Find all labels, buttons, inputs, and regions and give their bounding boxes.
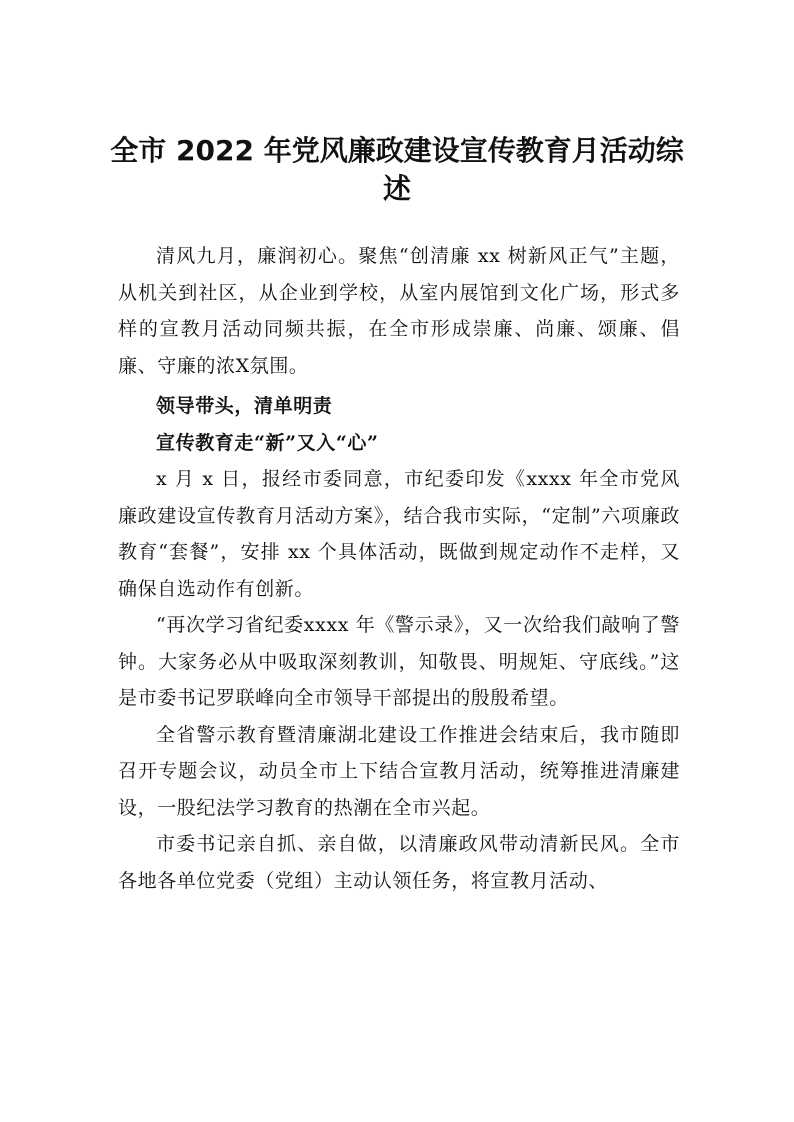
sub-heading: 宣传教育走“新”又入“心” — [156, 431, 379, 454]
paragraph-plan: x 月 x 日，报经市委同意，市纪委印发《xxxx 年全市党风廉政建设宣传教育月活动方案》，结合我市实际，“定制”六项廉政教育“套餐”，安排 xx 个具体活动，既做到规定动作不走样，又确保自选动作有创新。 — [118, 468, 680, 600]
paragraph-intro: 清风九月，廉润初心。聚焦“创清廉 xx 树新风正气”主题，从机关到社区，从企业到学校，从室内展馆到文化广场，形式多样的宣教月活动同频共振，在全市形成崇廉、尚廉、颂廉、倡廉、守廉的浓X氛围。 — [118, 245, 680, 377]
paragraph-quote: “再次学习省纪委xxxx 年《警示录》，又一次给我们敲响了警钟。大家务必从中吸取深刻教训，知敬畏、明规矩、守底线。”这是市委书记罗联峰向全市领导干部提出的殷殷希望。 — [118, 614, 680, 709]
section-heading: 领导带头，清单明责 — [156, 395, 333, 417]
paragraph-leadership: 市委书记亲自抓、亲自做，以清廉政风带动清新民风。全市各地各单位党委（党组）主动认领任务，将宣教月活动、 — [118, 833, 680, 892]
document-body — [118, 238, 680, 899]
paragraph-meeting: 全省警示教育暨清廉湖北建设工作推进会结束后，我市随即召开专题会议，动员全市上下结合宣教月活动，统筹推进清廉建设，一股纪法学习教育的热潮在全市兴起。 — [118, 723, 680, 819]
document-title: 全市 2022 年党风廉政建设宣传教育月活动综述 — [110, 134, 684, 205]
